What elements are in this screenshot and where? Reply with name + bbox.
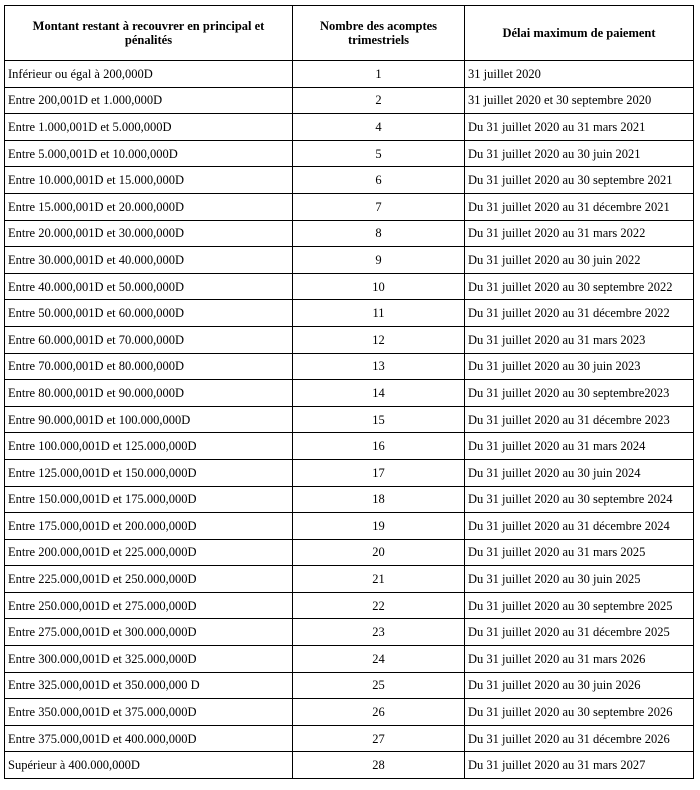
cell-deadline: Du 31 juillet 2020 au 30 septembre 2026 xyxy=(465,699,694,726)
table-row xyxy=(5,646,694,673)
table-row xyxy=(5,220,694,247)
document-table-wrapper xyxy=(4,5,693,779)
cell-amount: Entre 20.000,001D et 30.000,000D xyxy=(5,220,293,247)
cell-deadline: Du 31 juillet 2020 au 31 mars 2024 xyxy=(465,433,694,460)
cell-amount: Entre 10.000,001D et 15.000,000D xyxy=(5,167,293,194)
cell-amount: Inférieur ou égal à 200,000D xyxy=(5,61,293,88)
cell-deadline: Du 31 juillet 2020 au 31 mars 2021 xyxy=(465,114,694,141)
cell-deadline: Du 31 juillet 2020 au 31 décembre 2026 xyxy=(465,725,694,752)
cell-amount: Entre 250.000,001D et 275.000,000D xyxy=(5,592,293,619)
cell-installment-count: 8 xyxy=(293,220,465,247)
cell-installment-count: 14 xyxy=(293,380,465,407)
cell-amount: Entre 150.000,001D et 175.000,000D xyxy=(5,486,293,513)
cell-amount: Entre 40.000,001D et 50.000,000D xyxy=(5,273,293,300)
cell-deadline: Du 31 juillet 2020 au 31 décembre 2025 xyxy=(465,619,694,646)
cell-installment-count: 13 xyxy=(293,353,465,380)
cell-installment-count: 25 xyxy=(293,672,465,699)
table-row xyxy=(5,140,694,167)
cell-installment-count: 19 xyxy=(293,513,465,540)
cell-deadline: Du 31 juillet 2020 au 30 juin 2023 xyxy=(465,353,694,380)
table-row xyxy=(5,353,694,380)
cell-deadline: Du 31 juillet 2020 au 30 septembre 2024 xyxy=(465,486,694,513)
cell-installment-count: 23 xyxy=(293,619,465,646)
cell-deadline: Du 31 juillet 2020 au 30 septembre2023 xyxy=(465,380,694,407)
table-row xyxy=(5,592,694,619)
cell-amount: Entre 60.000,001D et 70.000,000D xyxy=(5,326,293,353)
cell-installment-count: 15 xyxy=(293,406,465,433)
cell-deadline: Du 31 juillet 2020 au 31 mars 2027 xyxy=(465,752,694,779)
cell-deadline: Du 31 juillet 2020 au 30 septembre 2021 xyxy=(465,167,694,194)
cell-deadline: 31 juillet 2020 xyxy=(465,61,694,88)
cell-amount: Entre 300.000,001D et 325.000,000D xyxy=(5,646,293,673)
table-row xyxy=(5,273,694,300)
cell-deadline: Du 31 juillet 2020 au 30 juin 2021 xyxy=(465,140,694,167)
cell-deadline: Du 31 juillet 2020 au 30 juin 2024 xyxy=(465,459,694,486)
cell-amount: Entre 80.000,001D et 90.000,000D xyxy=(5,380,293,407)
table-row xyxy=(5,513,694,540)
cell-deadline: Du 31 juillet 2020 au 30 septembre 2025 xyxy=(465,592,694,619)
table-row xyxy=(5,725,694,752)
cell-amount: Entre 15.000,001D et 20.000,000D xyxy=(5,193,293,220)
cell-deadline: Du 31 juillet 2020 au 31 décembre 2021 xyxy=(465,193,694,220)
cell-amount: Entre 30.000,001D et 40.000,000D xyxy=(5,247,293,274)
table-row xyxy=(5,167,694,194)
cell-deadline: Du 31 juillet 2020 au 31 mars 2022 xyxy=(465,220,694,247)
cell-installment-count: 27 xyxy=(293,725,465,752)
cell-installment-count: 11 xyxy=(293,300,465,327)
cell-deadline: Du 31 juillet 2020 au 30 juin 2025 xyxy=(465,566,694,593)
cell-installment-count: 16 xyxy=(293,433,465,460)
cell-installment-count: 24 xyxy=(293,646,465,673)
cell-installment-count: 28 xyxy=(293,752,465,779)
header-amount: Montant restant à recouvrer en principal et pénalités xyxy=(5,6,293,61)
table-row xyxy=(5,619,694,646)
table-row xyxy=(5,433,694,460)
cell-deadline: Du 31 juillet 2020 au 31 décembre 2023 xyxy=(465,406,694,433)
cell-deadline: Du 31 juillet 2020 au 31 décembre 2022 xyxy=(465,300,694,327)
cell-installment-count: 18 xyxy=(293,486,465,513)
cell-deadline: 31 juillet 2020 et 30 septembre 2020 xyxy=(465,87,694,114)
cell-installment-count: 7 xyxy=(293,193,465,220)
table-row xyxy=(5,699,694,726)
cell-installment-count: 1 xyxy=(293,61,465,88)
table-body xyxy=(5,61,694,779)
cell-amount: Entre 125.000,001D et 150.000,000D xyxy=(5,459,293,486)
table-row xyxy=(5,406,694,433)
table-row xyxy=(5,380,694,407)
table-row xyxy=(5,486,694,513)
table-row xyxy=(5,61,694,88)
cell-installment-count: 12 xyxy=(293,326,465,353)
cell-installment-count: 26 xyxy=(293,699,465,726)
cell-installment-count: 21 xyxy=(293,566,465,593)
payment-schedule-table xyxy=(4,5,694,779)
cell-amount: Supérieur à 400.000,000D xyxy=(5,752,293,779)
table-row xyxy=(5,247,694,274)
cell-deadline: Du 31 juillet 2020 au 31 mars 2026 xyxy=(465,646,694,673)
cell-installment-count: 22 xyxy=(293,592,465,619)
table-row xyxy=(5,193,694,220)
table-row xyxy=(5,114,694,141)
cell-deadline: Du 31 juillet 2020 au 31 mars 2023 xyxy=(465,326,694,353)
cell-installment-count: 2 xyxy=(293,87,465,114)
cell-amount: Entre 275.000,001D et 300.000,000D xyxy=(5,619,293,646)
cell-amount: Entre 90.000,001D et 100.000,000D xyxy=(5,406,293,433)
cell-amount: Entre 200.000,001D et 225.000,000D xyxy=(5,539,293,566)
cell-deadline: Du 31 juillet 2020 au 30 juin 2022 xyxy=(465,247,694,274)
table-row xyxy=(5,566,694,593)
cell-deadline: Du 31 juillet 2020 au 30 septembre 2022 xyxy=(465,273,694,300)
cell-installment-count: 5 xyxy=(293,140,465,167)
cell-amount: Entre 175.000,001D et 200.000,000D xyxy=(5,513,293,540)
table-header xyxy=(5,6,694,61)
cell-amount: Entre 70.000,001D et 80.000,000D xyxy=(5,353,293,380)
cell-amount: Entre 200,001D et 1.000,000D xyxy=(5,87,293,114)
cell-deadline: Du 31 juillet 2020 au 30 juin 2026 xyxy=(465,672,694,699)
cell-deadline: Du 31 juillet 2020 au 31 décembre 2024 xyxy=(465,513,694,540)
cell-installment-count: 10 xyxy=(293,273,465,300)
cell-amount: Entre 5.000,001D et 10.000,000D xyxy=(5,140,293,167)
cell-amount: Entre 50.000,001D et 60.000,000D xyxy=(5,300,293,327)
cell-installment-count: 6 xyxy=(293,167,465,194)
header-deadline: Délai maximum de paiement xyxy=(465,6,694,61)
cell-amount: Entre 375.000,001D et 400.000,000D xyxy=(5,725,293,752)
table-row xyxy=(5,326,694,353)
cell-amount: Entre 225.000,001D et 250.000,000D xyxy=(5,566,293,593)
cell-amount: Entre 100.000,001D et 125.000,000D xyxy=(5,433,293,460)
header-installments: Nombre des acomptes trimestriels xyxy=(293,6,465,61)
cell-amount: Entre 325.000,001D et 350.000,000 D xyxy=(5,672,293,699)
cell-installment-count: 20 xyxy=(293,539,465,566)
cell-amount: Entre 1.000,001D et 5.000,000D xyxy=(5,114,293,141)
table-row xyxy=(5,752,694,779)
table-row xyxy=(5,672,694,699)
table-row xyxy=(5,459,694,486)
table-row xyxy=(5,539,694,566)
cell-installment-count: 17 xyxy=(293,459,465,486)
table-row xyxy=(5,87,694,114)
cell-installment-count: 4 xyxy=(293,114,465,141)
cell-installment-count: 9 xyxy=(293,247,465,274)
table-row xyxy=(5,300,694,327)
cell-deadline: Du 31 juillet 2020 au 31 mars 2025 xyxy=(465,539,694,566)
header-row xyxy=(5,6,694,61)
cell-amount: Entre 350.000,001D et 375.000,000D xyxy=(5,699,293,726)
